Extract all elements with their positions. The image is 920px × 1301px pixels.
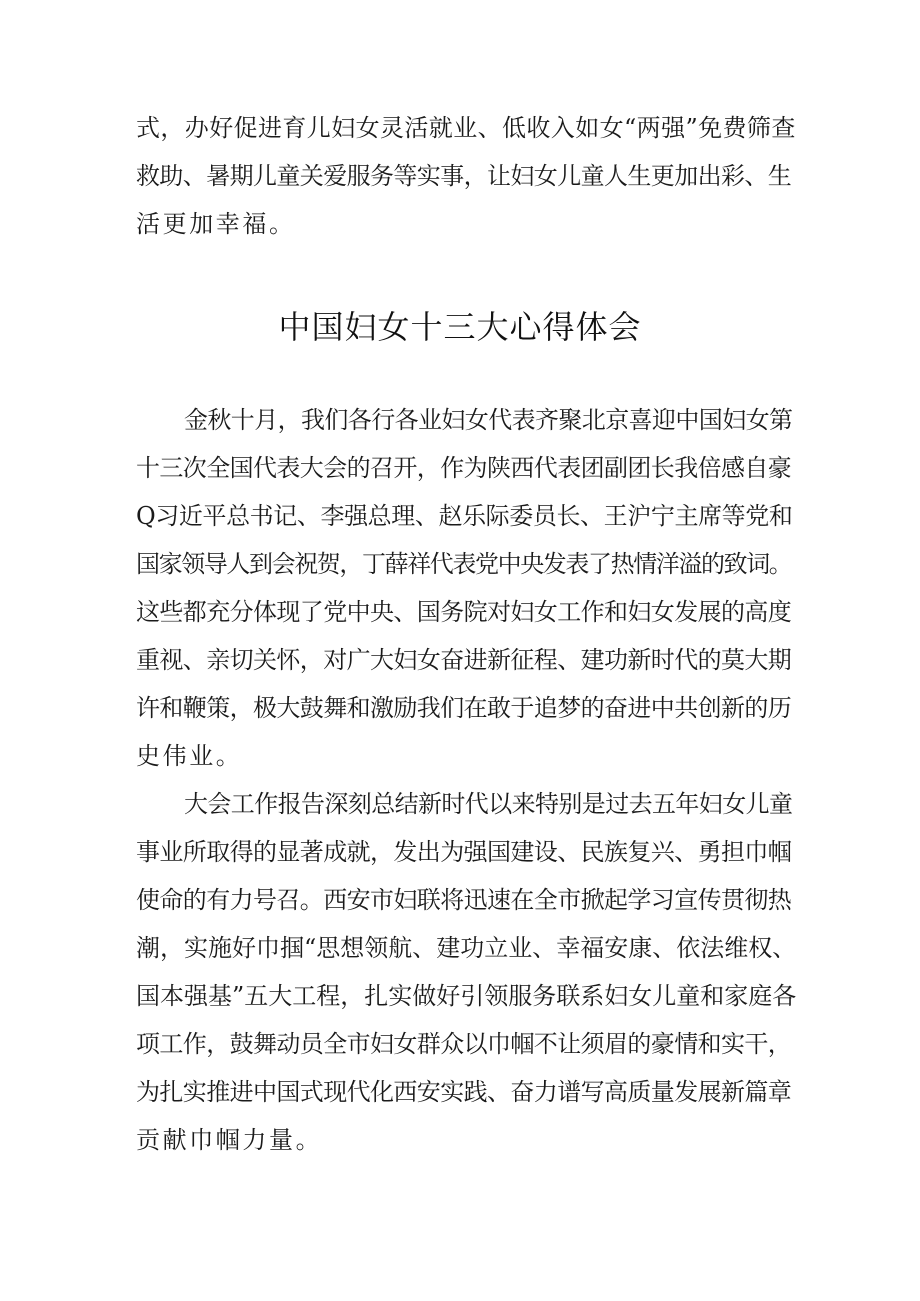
paragraph2-line-6: 项工作，鼓舞动员全市妇女群众以巾帼不让须眉的豪情和实干， — [136, 1030, 792, 1058]
paragraph1-line-4: 国家领导人到会祝贺，丁薛祥代表党中央发表了热情洋溢的致词。 — [136, 550, 792, 578]
paragraph1-line-8: 史伟业。 — [136, 742, 243, 770]
paragraph2-line-7: 为扎实推进中国式现代化西安实践、奋力谱写高质量发展新篇章 — [136, 1078, 792, 1106]
paragraph2-line-4: 潮，实施好巾掴“思想领航、建功立业、幸福安康、依法维权、 — [136, 934, 797, 962]
paragraph1-line-3: Q习近平总书记、李强总理、赵乐际委员长、王沪宁主席等党和 — [136, 502, 793, 530]
paragraph1-line-5: 这些都充分体现了党中央、国务院对妇女工作和妇女发展的高度 — [136, 598, 792, 626]
article-title: 中国妇女十三大心得体会 — [278, 308, 642, 346]
paragraph2-line-2: 事业所取得的显著成就，发出为强国建设、民族复兴、勇担巾帼 — [136, 838, 792, 866]
carryover-line-3: 活更加幸福。 — [136, 210, 296, 238]
carryover-line-1: 式，办好促进育儿妇女灵活就业、低收入如女“两强”免费筛查 — [136, 114, 796, 142]
paragraph1-line-1: 金秋十月，我们各行各业妇女代表齐聚北京喜迎中国妇女第 — [184, 406, 793, 434]
paragraph2-line-5: 国本强基”五大工程，扎实做好引领服务联系妇女儿童和家庭各 — [136, 982, 797, 1010]
paragraph1-line-7: 许和鞭策，极大鼓舞和激励我们在敢于追梦的奋进中共创新的历 — [136, 694, 792, 722]
paragraph1-line-2: 十三次全国代表大会的召开，作为陕西代表团副团长我倍感自豪 — [136, 454, 792, 482]
carryover-line-2: 救助、暑期儿童关爱服务等实事，让妇女儿童人生更加出彩、生 — [136, 162, 792, 190]
paragraph2-line-8: 贡献巾帼力量。 — [136, 1126, 323, 1154]
paragraph1-line-6: 重视、亲切关怀，对广大妇女奋进新征程、建功新时代的莫大期 — [136, 646, 792, 674]
paragraph2-line-3: 使命的有力号召。西安市妇联将迅速在全市掀起学习宣传贯彻热 — [136, 886, 792, 914]
paragraph2-line-1: 大会工作报告深刻总结新时代以来特别是过去五年妇女儿童 — [184, 790, 793, 818]
